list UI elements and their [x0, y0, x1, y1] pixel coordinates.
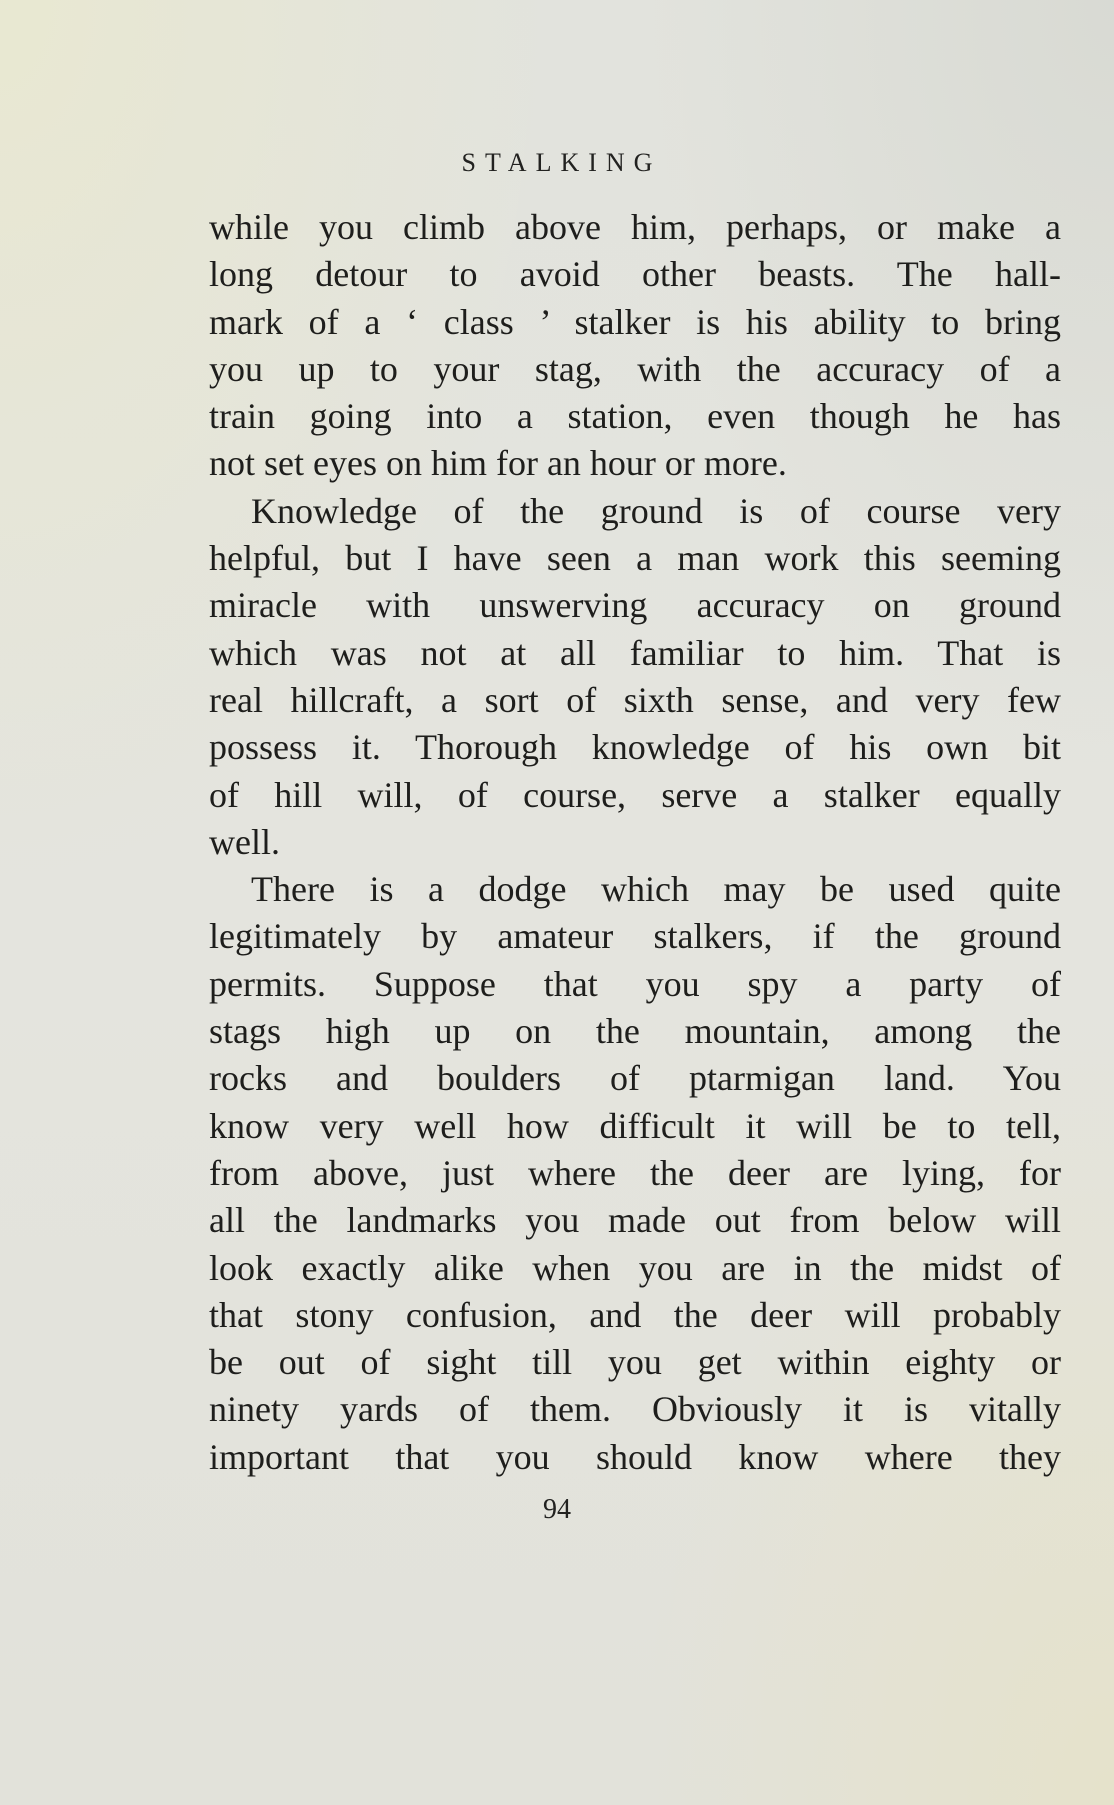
text-line: ninety yards of them. Obviously it is vitally: [209, 1389, 1061, 1430]
text-line: stags high up on the mountain, among the: [209, 1011, 1061, 1052]
text-line: well.: [209, 821, 280, 862]
text-line: legitimately by amateur stalkers, if the ground: [209, 916, 1061, 957]
text-line: that stony confusion, and the deer will probably: [209, 1294, 1061, 1335]
text-line: know very well how difficult it will be to tell,: [209, 1105, 1061, 1146]
text-line: important that you should know where they: [209, 1436, 1061, 1477]
text-line: permits. Suppose that you spy a party of: [209, 963, 1061, 1004]
text-line: rocks and boulders of ptarmigan land. You: [209, 1058, 1061, 1099]
running-head: STALKING: [461, 148, 662, 177]
text-line: look exactly alike when you are in the midst of: [209, 1247, 1061, 1288]
text-line: you up to your stag, with the accuracy of a: [209, 348, 1061, 389]
text-line: helpful, but I have seen a man work this seeming: [209, 538, 1061, 579]
text-line: from above, just where the deer are lying, for: [209, 1152, 1061, 1193]
text-line: which was not at all familiar to him. That is: [209, 632, 1061, 673]
body-text: [209, 204, 1061, 1481]
text-line: possess it. Thorough knowledge of his own bit: [209, 727, 1061, 768]
text-line: be out of sight till you get within eighty or: [209, 1342, 1061, 1383]
text-line: miracle with unswerving accuracy on ground: [209, 585, 1061, 626]
text-line: real hillcraft, a sort of sixth sense, and very few: [209, 679, 1061, 720]
text-line: long detour to avoid other beasts. The hall-: [209, 254, 1061, 295]
text-line: not set eyes on him for an hour or more.: [209, 443, 787, 484]
text-line: mark of a ‘ class ’ stalker is his ability to bring: [209, 301, 1061, 342]
page-number: 94: [543, 1494, 571, 1525]
text-line: of hill will, of course, serve a stalker equally: [209, 774, 1061, 815]
text-line: Knowledge of the ground is of course very: [251, 490, 1061, 531]
text-line: all the landmarks you made out from below will: [209, 1200, 1061, 1241]
text-line: train going into a station, even though he has: [209, 396, 1061, 437]
text-line: There is a dodge which may be used quite: [251, 869, 1061, 910]
text-line: while you climb above him, perhaps, or make a: [209, 207, 1061, 247]
